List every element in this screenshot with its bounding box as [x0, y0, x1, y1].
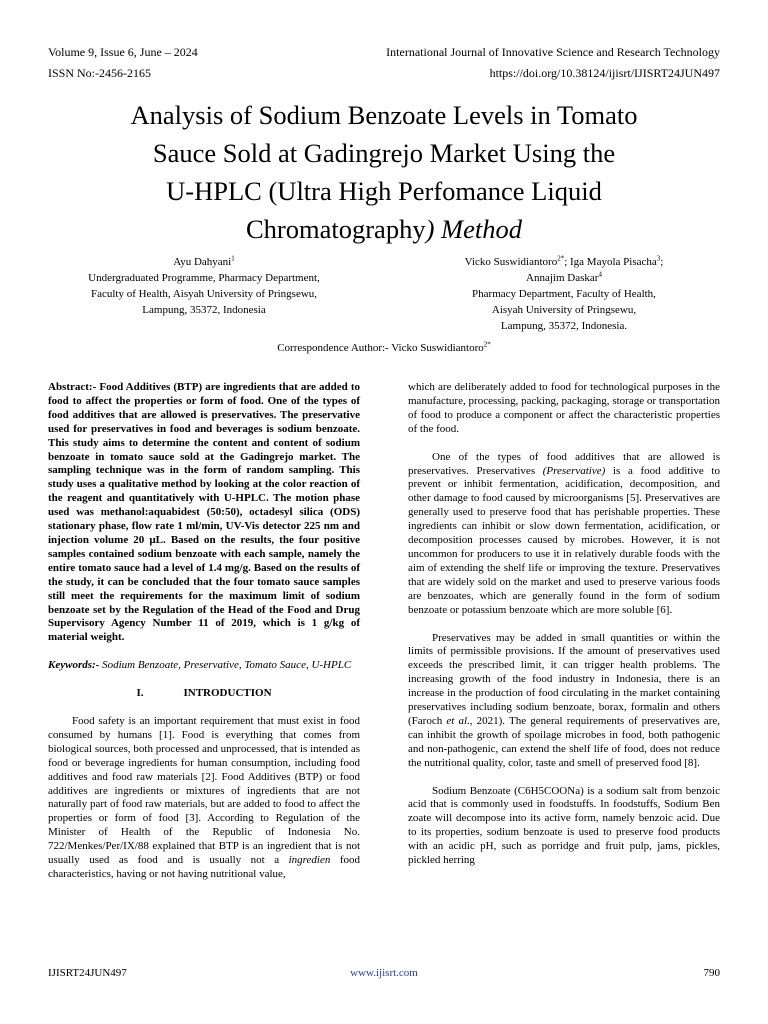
volume-info: Volume 9, Issue 6, June – 2024 — [48, 45, 198, 59]
author-left — [48, 254, 360, 318]
title-line-1: Analysis of Sodium Benzoate Levels in Tomato — [130, 100, 638, 130]
footer-paper-id: IJISRT24JUN497 — [48, 967, 127, 979]
doi-link[interactable]: https://doi.org/10.38124/ijisrt/IJISRT24JUN497 — [489, 66, 720, 80]
paragraph-limits: Preservatives may be added in small quantities or within the limits of permissible provisions. If the amount of preservatives used exceeds the prescribed limit, it can trigger health problems. The increasing growth of the food industry in Indonesia, there is an increase in the production of food circulating in the market containing preservatives including sodium benzoate, borax, formalin and others (Faroch et al., 2021). The general requirements of preservatives are, can inhibit the growth of spoilage microbes in food, both pathogenic and non-pathogenic, can extend the shelf life of food, does not reduce the nutritional quality, color, taste and smell of preserved food [8]. — [408, 631, 720, 769]
paragraph-preservatives: One of the types of food additives that are allowed is preservatives. Preservatives (Preservative) is a food additive to prevent or inhibit fermentation, acidification, decomposition, and other damage to food caused by microorganisms [5]. Preservatives are generally used to preserve food that has perishable properties. These ingredients can inhibit or slow down fermentation, acidification, or decomposition processes caused by microbes. However, it is not uncommon for producers to use it in relatively durable foods with the aim of extending the shelf life or improving the texture. Preservatives that are widely sold on the market and used to preserve various foods are benzoates, which are generally found in the form of sodium benzoate or potassium benzoate which are more soluble [6]. — [408, 450, 720, 616]
journal-name: International Journal of Innovative Science and Research Technology — [386, 45, 720, 59]
author-right — [408, 254, 720, 334]
keywords: Keywords:- Sodium Benzoate, Preservative, Tomato Sauce, U-HPLC — [48, 659, 352, 672]
affiliation-line: Pharmacy Department, Faculty of Health, — [472, 288, 656, 300]
left-column — [48, 381, 360, 882]
author-names: Annajim Daskar$^4$ — [526, 270, 602, 284]
abstract: Abstract:- Food Additives (BTP) are ingredients that are added to food to affect the properties or form of food. One of the types of food additives that are allowed is preservatives. The preservative used for preservatives in food and beverages is sodium benzoate. This study aims to determine the content and content of sodium benzoate in tomato sauce sold at the Gadingrejo market. The sampling technique was in the form of random sampling. This study uses a qualitative method by looking at the color reaction of the reagent and quantitatively with U-HPLC. The motion phase used was methanol:aquabidest (50:50), octadesyl silica (ODS) stationary phase, flow rate 1 ml/min, UV-Vis detector 225 nm and injection volume 20 µL. Based on the results, the four positive samples contained sodium benzoate with each sample, namely the entire tomato sauce had a level of 1.4 mg/g. Based on the results of the study, it can be concluded that the four tomato sauce samples still meet the requirements for the maximum limit of sodium benzoate set by the Regulation of the Head of the Food and Drug Supervisory Agency Number 11 of 2019, which is 1 g/kg of material weight. — [48, 381, 360, 644]
title-line-2: Sauce Sold at Gadingrejo Market Using the — [152, 138, 616, 168]
affiliation-line: Lampung, 35372, Indonesia. — [500, 320, 628, 332]
paper-title — [40, 96, 728, 248]
paragraph-sodium-benzoate: Sodium Benzoate (C6H5COONa) is a sodium salt from benzoic acid that is commonly used in foodstuffs. In foodstuffs, Sodium Ben zoate will decompose into its active form, namely benzoic acid. Due to its properties, sodium benzoate is used to preserve food products with an acidic pH, such as porridge and fruit pulp, jams, pickles, pickled herring — [408, 784, 720, 867]
author-names: Vicko Suswidiantoro$^{2*}$; Iga Mayola Pisacha$^3$; — [464, 254, 664, 268]
paragraph: which are deliberately added to food for technological purposes in the manufacture, processing, packing, packaging, storage or transportation of food to produce a component or affect the characteristic properties of the food. — [408, 381, 720, 435]
correspondence-author: Correspondence Author:- Vicko Suswidiantoro$^{2*}$ — [277, 340, 491, 354]
page-number: 790 — [703, 967, 720, 979]
affiliation-line: Lampung, 35372, Indonesia — [142, 304, 266, 316]
affiliation-line: Aisyah University of Pringsewu, — [491, 304, 637, 316]
intro-paragraph: Food safety is an important requirement that must exist in food consumed by humans [1]. Food is everything that comes from biological sources, both processed and unprocessed, that is intended as food or beverage ingredients for human consumption, including food additives and food raw materials [2]. Food Additives (BTP) or food additives are ingredients or mixtures of ingredients that are not naturally part of food raw materials, but are added to food to affect the properties or form of food [3]. According to Regulation of the Minister of Health of the Republic of Indonesia No. 722/Menkes/Per/IX/88 explained that BTP is an ingredient that is not usually used as food and is usually not a ingredien food characteristics, having or not having nutritional value, — [48, 715, 360, 880]
footer-website-link[interactable]: www.ijisrt.com — [350, 967, 418, 979]
title-line-3: U-HPLC (Ultra High Perfomance Liquid — [166, 176, 602, 206]
title-line-4: Chromatography) Method — [246, 214, 522, 244]
affiliation-line: Faculty of Health, Aisyah University of Pringsewu, — [90, 288, 318, 300]
issn: ISSN No:-2456-2165 — [48, 66, 152, 80]
right-column — [408, 381, 720, 868]
section-heading-introduction: I. INTRODUCTION — [136, 687, 272, 700]
author-name: Ayu Dahyani$^1$ — [173, 254, 235, 268]
affiliation-line: Undergraduated Programme, Pharmacy Department, — [88, 272, 320, 284]
